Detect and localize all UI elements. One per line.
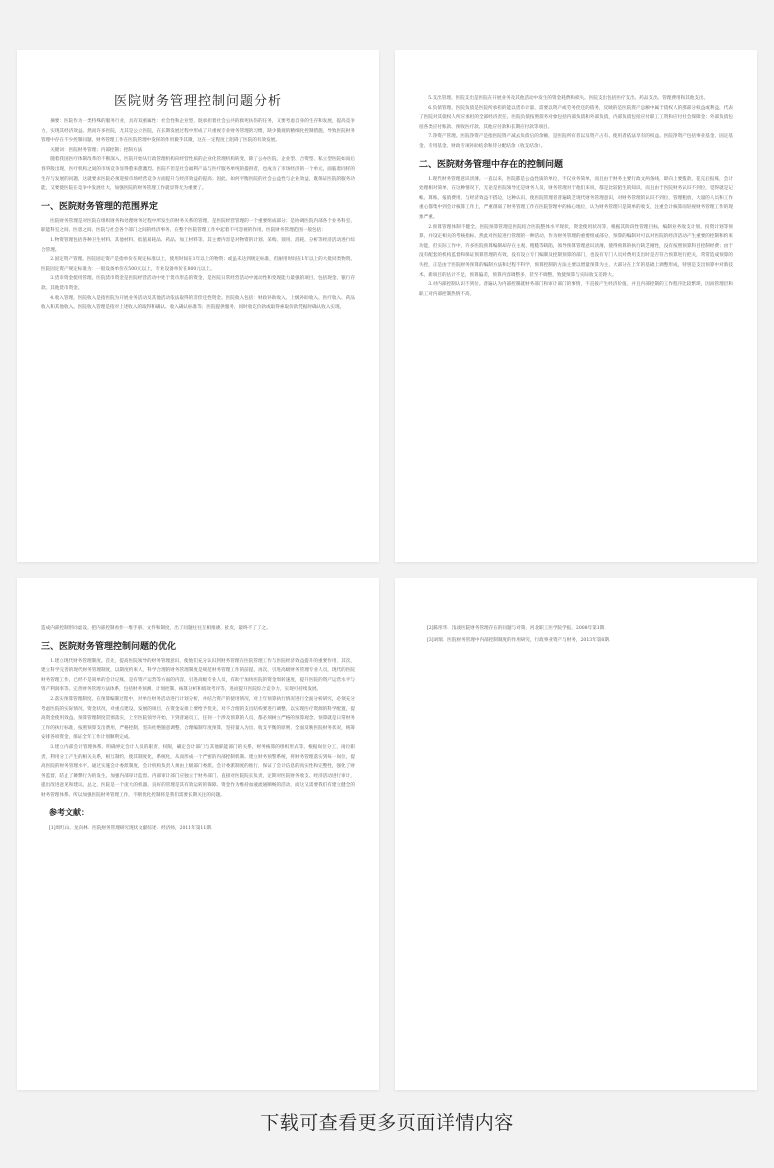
- paragraph: 1.建立现代财务管理制度。首先，提高医院领导的财务管理意识，使他们充分认识到财务管理在医院管理工作与医院经济效益提升的重要作用，其次，建立科学完善的现代财务管理制度，以制度约束人，科学合理的财务管理制度是规范财务管理工作的前提。再次，引进高级财务管理专业人员，现代的医院财务管理工作，已经不是简单的会计记账，是有资产运营等方面的内容，引进高级专业人员，有助于加快医院的资金周转速度，提升医院的资产运营水平与资产利润率等。完善财务管理方法体系，包括财务预测、计划控制、核算分析和绩效考评等，进而提升医院综合竞争力，实现可持续发展。: [41, 658, 355, 693]
- reference-item: [3]刘瑞．医院财务管理中内部控制制度的作用研究，行政事业资产与财务，2013年第6期．: [427, 637, 614, 643]
- section-heading-3: 三、医院财务管理控制问题的优化: [41, 641, 177, 652]
- paragraph: 7.净资产管理。医院净资产是指医院资产减去负债后的余额，是医院所有者以及资产占有、使用者依法享有的权益。医院净资产包括事业基金、固定基金、专用基金、财政专项补助结余和待分配结余（收支结余）。: [419, 134, 733, 149]
- reference-item: [1]周红山、龙向林．医院财务管理研究现状文献综述．经济师，2011年第11期．: [49, 825, 216, 831]
- section-heading-1: 一、医院财务管理的范围界定: [41, 201, 159, 212]
- document-title: 医院财务管理控制问题分析: [113, 94, 282, 109]
- paragraph: 造成内部控制形同虚设。把内部控制看作一堆手册、文件和制度，出了问题往往互相推诿、扯皮，最终不了了之。: [41, 626, 271, 631]
- keywords: 关键词：医院财务管理；内部控制；控制方法: [50, 147, 143, 153]
- paragraph: 1.物资管理包括各种卫生材料、其他材料、低值易耗品、药品、加工材料等。其主要内容是对物资的计划、采购、领用、消耗、分析等经济活动进行综合管理。: [41, 237, 355, 253]
- intro-paragraph: 随着我国医疗体制改革的不断深入，医院开始从行政管理机构向经营性质的企业化管理机构转变，除了公办医院、企业型、合资型、私立型医院如雨后春笋般出现，医疗机构之间的市场竞争显得愈来愈激烈。医院不但是社会福利产品与医疗服务单纯的提供者，也成为了市场经济的一个单元，面临着同样的生存与发展的问题，这就要求医院必须迎接市场经营竞争方面提升与经济效益的提高；因此，如何平衡医院的社会公益性与企业效益，既保证医院的服务功能，又要使医院在竞争中发展壮大，加强医院的财务管理工作就显得尤为重要了。: [41, 157, 355, 192]
- paragraph: 4.收入管理。医院收入是指医院为开展业务活动及其他活动依法取得的非偿还性资金。医院收入包括：财政补助收入、上级补助收入、医疗收入、药品收入和其他收入。医院收入管理是指对上述收入的取得和确认、收入确认标准等；医院提供服务，同时收讫价款或取得索取价款凭据时确认收入实现。: [41, 295, 355, 311]
- download-more-caption: 下载可查看更多页面详情内容: [260, 1112, 514, 1134]
- paragraph: 3.建立内部会计管理体系。明确界定会计人员的职责、权限，确定会计部门与其他职能部门的关系，财务核算的组织形式等。根据岗位分工，岗位职责，利用分工产生的相关关系，相互制约，使其制度化，系统化，从而形成一个严密的内部控制机制。建立财务预警系统，将财务管理落实到每一岗位，提高医院的财务管理水平。通过实施会计委派制度，会计机构负责人须由上级部门委派。会计委派制度的推行，保证了会计信息的真实性和完整性，强化了财务监督，防止了舞弊行为的发生。加强内部审计监督。内部审计部门应独立于财务部门，直接对医院院长负责，定期对医院财务收支、经济活动进行审计，提出改进意见和建议。总之，医院是一个庞大的机器，良好的管理是其有效运转的保障。资金作为维持血液流通顺畅的活动，而这又需要我们有建立健全的财务管理体系。所以加强医院财务管理工作，不断优化控制将是我们需要长期关注的问题。: [41, 744, 355, 798]
- document-page-3: [17, 578, 379, 1090]
- paragraph: 1.现代财务管理意识淡薄。一直以来，医院都是公益性质的单位，不仅业务简单，而且由于财务主要行政文两条线，即向上要拨款，花完后报账，会计处理相对简单，在这种情况下，无论是医院领导还是财务人员，财务管理对于他们来说，都是比较陌生的知识，而且由于医院财务认识不到位，觉得就是记帐、算账、报销费用，与经济效益不搭边，这种认识，使医院管理者普遍缺乏现代财务管理意识，对财务管理的认识不到位，管理粗放，大量的人员和工作重心都集中到会计核算工作上，严重削弱了财务管理工作在医院管理中的核心地位，认为财务管理只是简单的收支，注重会计核算而轻视财务管理工作的现象严重。: [419, 176, 733, 220]
- paragraph: 2.预算管理体制不健全。医院预算管理是医院结合医院整体水平现状，资金使用状况等，根据其阶段性管理目标，编制业务收支计划、投资计划等预算，并设定相关的考核指标，然此对医院进行管理的一种活动，作为财务管理的重要组成部分，预算的编制对可以对医院的经济活动产生重要的控制和约束功能，但实际工作中，许多医院预算编制却存在主观、粗糙等缺陷，领导预算管理意识淡薄，使得预算的执行缺乏刚性，没有按照预算科目控制经费；由于没有配套的机构监督和保证预算管理的有效，没有设立专门编制及控制预算的部门，也没有专门人员对费用支出时是否符合预算进行把关，常常造成预算的失控，正是由于医院财务预算的编制方法和过程不科学，预算控制的方法主要以增量预算为主，大部分在上年的基础上调整形成，特别是支出预算中对新技术、新项目的估计不足，预算偏差，预算内容调整多，甚至不调整，致使预算与实际收支差距大。: [419, 224, 733, 278]
- section-heading-2: 二、医院财务管理中存在的控制问题: [419, 159, 564, 170]
- paragraph: 3.对内部控制认识不到位。普遍认为内部控制就财务部门和审计部门的事情，不直接产生经济价值，并且内部控制的工作程序比较繁琐，因而管理层和职工对内部控制热情不高，: [419, 282, 733, 297]
- paragraph: 医院财务管理是对医院在组织财务和处理财务过程中所发生的财务关系的管理，是医院经营管理的一个重要组成部分；是协调医院内部各个业务科室、职能科室之间、医患之间、医院与社会各个部门之间的经济事务，在整个医院管理工作中起着不可忽视的作用。医院财务管理范围一般包括：: [41, 218, 355, 234]
- paragraph: 2.固定资产管理。医院固定资产是指单价在规定标准以上，使用时间在1年以上的物资；或虽未达到规定标准，但耐用时间在1年以上的大批同类物资。医院固定资产规定标准为：一般设备单价在500元以上，专业设备单价在800元以上。: [41, 257, 355, 272]
- reference-item: [2]陈彤华．浅谈医院财务管理存在的问题与对策，河北职工医学院学报，2008年第1期．: [427, 626, 609, 631]
- references-heading: 参考文献：: [49, 807, 89, 817]
- paragraph: 3.货币资金使用管理。医院货币资金是医院经营活动中处于货币形态的资金，是医院日常经营活动中流动性和变现能力最强的项目，包括现金、银行存款、其他货币资金。: [41, 276, 355, 291]
- paragraph: 2.落实预算管理制度。在预算编制过程中，对单位财务活动进行计划分析，并结合资产的使用情况，对上年预算执行情况进行全面分析研究，必须充分考虑医院的实际情况，资金状况，对重点建设、发展的项目，在资金安排上要给予优先，对不合理的支出结构要进行调整，以实现医疗资源的科学配置，提高资金使用效益。预算管理制度贯彻落实，上至医院领导开始，下到普通员工，任何一个涉及预算的人员，都必须树立严格的预算观念，预算就是日常财务工作的执行标准，按照预算支出费用，严格控制，坚决杜绝随意调整，合理编制年度预算，坚持量入为出、收支平衡的原则，全面反映医院财务状况，统筹安排各项资金，保证全年工作计划顺利完成。: [41, 696, 355, 741]
- document-page-4: [395, 578, 757, 1090]
- abstract: 摘要：医院作为一类特殊的服务行业，具有双重属性：社会性和企业型，既承担着社会公共的救死扶伤的任务，又要考虑自身的生存和发展，提高竞争力，实现其经济效益。然而许多医院，尤其是公立医院，在长期发展过程中形成了只重视专业财务管理的习惯，缺少微观的精细化控制措施，导致医院财务管理中存在不少控制问题，财务管理工作在医院管理中发挥的作用微乎其微，这在一定程度上阻碍了医院的有效发展。: [41, 119, 355, 144]
- document-page-1: [17, 50, 379, 562]
- document-page-2: [395, 50, 757, 562]
- paragraph: 6.负债管理。医院负债是医院所承担的能以货币计量、需要以资产或劳务偿还的债务，反映的是医院资产总额中属于债权人的那部分权益或利益，代表了医院对其债权人所应承担的全部经济责任。医院负债按照债务对象包括内部负债和外部负债，内部负债包括应付职工工资和应付社会保障金；外部负债包括各类应付账款、预收医疗款、其他应付款和长期应付款等项目。: [419, 105, 733, 130]
- paragraph: 5.支出管理。医院支出是医院在开展业务及其他活动中发生的资金耗费和损失。医院支出包括医疗支出、药品支出、管理费用和其他支出。: [428, 96, 709, 101]
